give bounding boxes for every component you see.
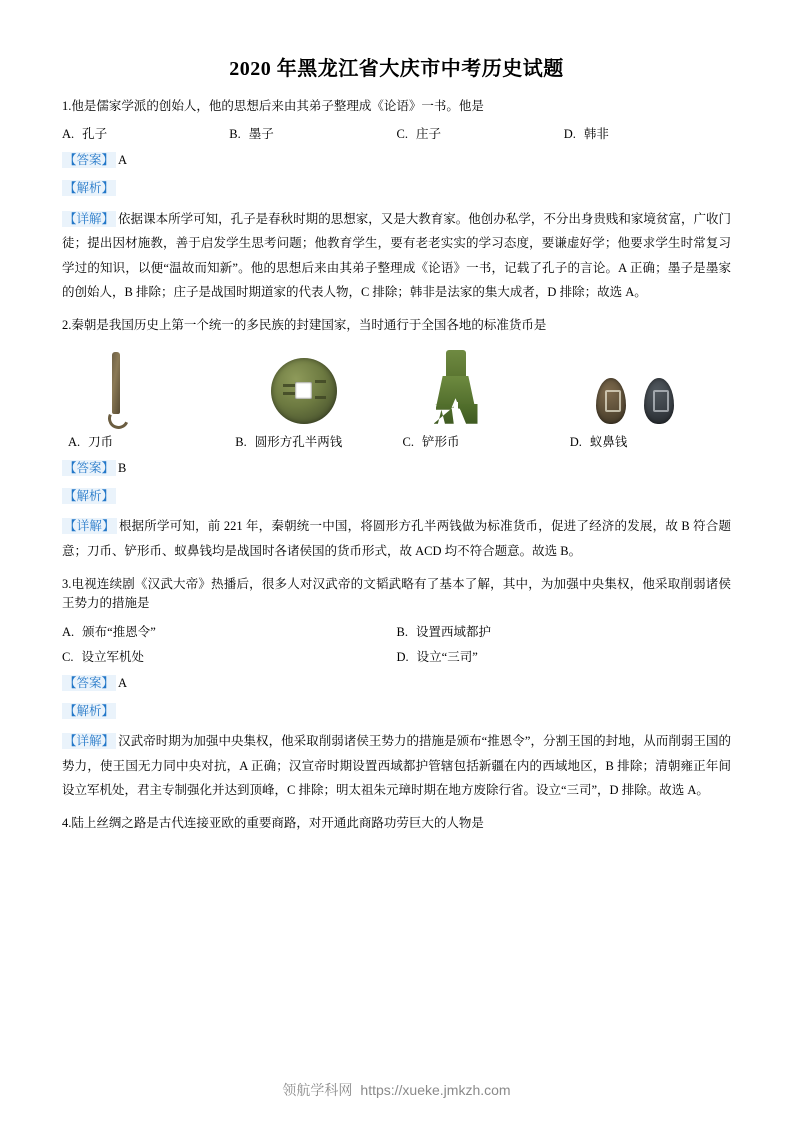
page-title: 2020 年黑龙江省大庆市中考历史试题: [229, 58, 564, 80]
question-3-answer-value: A: [118, 675, 128, 690]
option-b-letter: B.: [235, 434, 247, 449]
question-3-analysis-line: [62, 702, 731, 721]
ant-nose-coin-icon: [596, 378, 674, 424]
analysis-label: 【解析】: [64, 181, 115, 196]
option-a[interactable]: [62, 124, 229, 142]
option-d[interactable]: [564, 432, 731, 450]
detail-label: 【详解】: [64, 519, 115, 534]
question-1-analysis-line: [62, 179, 731, 198]
option-a-letter: A.: [68, 434, 81, 449]
detail-label: 【详解】: [64, 734, 115, 749]
option-c-letter: C.: [396, 127, 408, 142]
footer-brand: 领航学科网: [282, 1082, 353, 1098]
question-1-detail-text: 依据课本所学可知，孔子是春秋时期的思想家，又是大教育家。他创办私学，不分出身贵贱和家境贫富，广收门徒；提出因材施教，善于启发学生思考问题；他教育学生，要有老老实实的学习态度，要谦虚好学；他要求学生时常复习学过的知识，以便“温故而知新”。他的思想后来由其弟子整理成《论语》一书，记载了孔子的言论。A 正确；墨子是墨家的创始人，B 排除；庄子是战国时期道家的代表人物，C 排除；韩非是法家的集大成者，D 排除；故选 A。: [62, 211, 731, 299]
answer-label: 【答案】: [64, 153, 115, 168]
option-d-text: 韩非: [583, 127, 609, 142]
question-3-options-row-2: [62, 647, 731, 665]
option-c[interactable]: [397, 432, 564, 450]
coin-cell-c: [406, 346, 569, 424]
footer-url: https://xueke.jmkzh.com: [360, 1082, 511, 1098]
option-a[interactable]: [62, 622, 397, 640]
option-b[interactable]: [229, 124, 396, 142]
question-2-detail-text: 根据所学可知，前 221 年，秦朝统一中国，将圆形方孔半两钱做为标准货币，促进了经济的发展，故 B 符合题意；刀币、铲形币、蚁鼻钱均是战国时各诸侯国的货币形式，故 ACD 均不符合题意。故选 B。: [62, 519, 731, 558]
analysis-label: 【解析】: [64, 488, 115, 503]
option-b[interactable]: [397, 622, 732, 640]
option-b-text: 圆形方孔半两钱: [254, 434, 343, 449]
question-1-options: [62, 124, 731, 142]
question-2-options: [62, 432, 731, 450]
option-d-text: 设立“三司”: [416, 649, 478, 664]
coin-cell-b: [243, 346, 406, 424]
option-c[interactable]: [397, 124, 564, 142]
option-c-text: 庄子: [415, 127, 441, 142]
option-b-text: 设置西域都护: [415, 624, 491, 639]
question-3-options-row-1: [62, 622, 731, 640]
option-d[interactable]: [397, 647, 732, 665]
option-b-letter: B.: [396, 624, 408, 639]
option-b-text: 墨子: [248, 127, 274, 142]
coin-cell-d: [568, 346, 731, 424]
question-3-stem: 3.电视连续剧《汉武大帝》热播后，很多人对汉武帝的文韬武略有了基本了解，其中，为加强中央集权，他采取削弱诸侯王势力的措施是: [62, 577, 731, 611]
question-2-answer-value: B: [118, 460, 127, 475]
option-d-letter: D.: [563, 127, 576, 142]
detail-label: 【详解】: [64, 211, 115, 226]
option-c-letter: C.: [402, 434, 414, 449]
question-1-answer-line: [62, 151, 731, 170]
question-3-detail: [62, 729, 731, 802]
option-d-text: 蚁鼻钱: [589, 434, 628, 449]
option-c[interactable]: [62, 647, 397, 665]
question-2-analysis-line: [62, 487, 731, 506]
spade-coin-icon: [434, 350, 478, 424]
option-c-letter: C.: [62, 649, 74, 664]
option-d-letter: D.: [569, 434, 582, 449]
question-3-answer-line: [62, 674, 731, 693]
ant-nose-coin-light: [596, 378, 626, 424]
answer-label: 【答案】: [64, 675, 115, 690]
option-c-text: 设立军机处: [81, 649, 144, 664]
question-2-stem: 2.秦朝是我国历史上第一个统一的多民族的封建国家，当时通行于全国各地的标准货币是: [62, 318, 547, 333]
question-2-detail: [62, 514, 731, 563]
question-1-detail: [62, 207, 731, 305]
option-d-letter: D.: [396, 649, 409, 664]
option-a-text: 孔子: [82, 127, 108, 142]
option-a-text: 刀币: [88, 434, 114, 449]
ant-nose-coin-dark: [644, 378, 674, 424]
knife-coin-icon: [108, 352, 124, 424]
answer-label: 【答案】: [64, 460, 115, 475]
round-square-hole-coin-icon: [271, 358, 337, 424]
option-c-text: 铲形币: [421, 434, 460, 449]
question-1-answer-value: A: [118, 153, 128, 168]
question-1-stem: 1.他是儒家学派的创始人，他的思想后来由其弟子整理成《论语》一书。他是: [62, 99, 484, 113]
question-2-answer-line: [62, 459, 731, 478]
question-2-coin-images: [62, 346, 731, 424]
option-b-letter: B.: [229, 127, 241, 142]
option-a-letter: A.: [62, 127, 75, 142]
option-a-text: 颁布“推恩令”: [82, 624, 156, 639]
option-a-letter: A.: [62, 624, 75, 639]
question-3-detail-text: 汉武帝时期为加强中央集权，他采取削弱诸侯王势力的措施是颁布“推恩令”，分割王国的封地，从而削弱王国的势力，使王国无力同中央对抗，A 正确；汉宣帝时期设置西域都护管辖包括新疆在内的西域地区，B 排除；清朝雍正年间设立军机处，君主专制强化并达到顶峰，C 排除；明太祖朱元璋时期在地方废除行省。设立“三司”，D 排除。故选 A。: [62, 734, 731, 797]
question-4-stem: 4.陆上丝绸之路是古代连接亚欧的重要商路，对开通此商路功劳巨大的人物是: [62, 816, 484, 831]
option-a[interactable]: [62, 432, 229, 450]
coin-cell-a: [80, 346, 243, 424]
option-b[interactable]: [229, 432, 396, 450]
page-footer: [0, 1080, 793, 1100]
analysis-label: 【解析】: [64, 703, 115, 718]
option-d[interactable]: [564, 124, 731, 142]
